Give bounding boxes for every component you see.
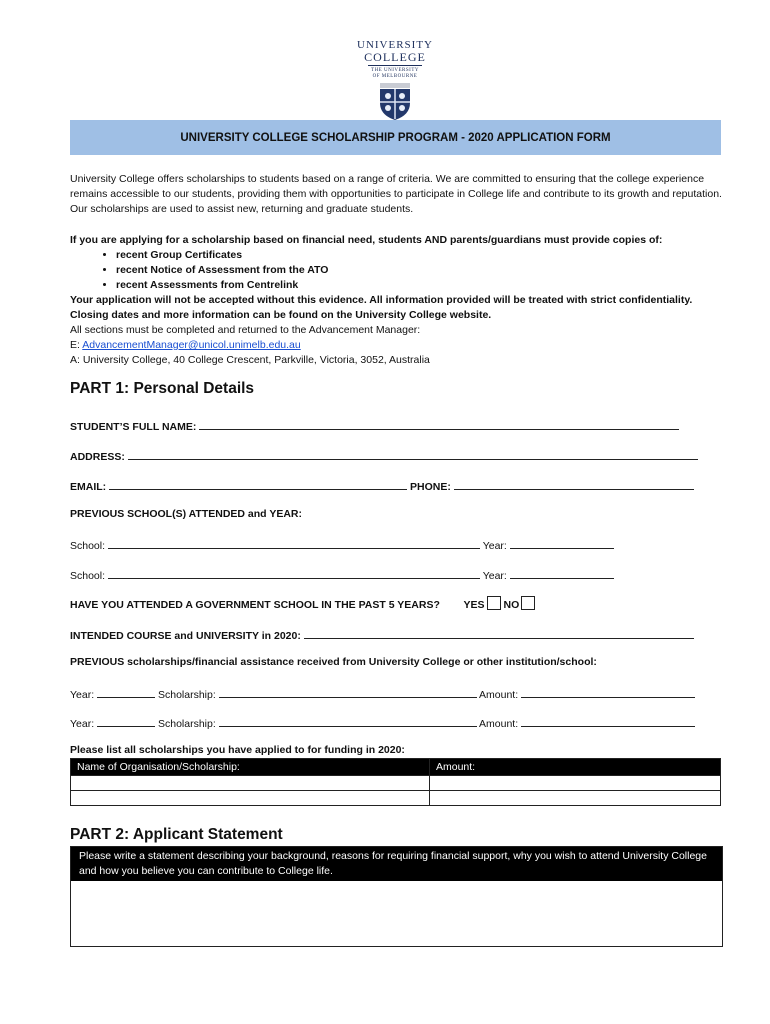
contact-email-row — [70, 338, 730, 353]
amount-header: Amount: — [430, 759, 721, 776]
school-label: School: — [70, 570, 106, 582]
year-label: Year: — [70, 718, 95, 730]
address-input[interactable] — [128, 448, 698, 460]
logo-line-the-university: THE UNIVERSITY — [371, 68, 419, 73]
prev-year-input[interactable] — [97, 715, 155, 727]
full-name-label: STUDENT’S FULL NAME: — [70, 421, 197, 433]
scholarship-label: Scholarship: — [157, 718, 216, 730]
gov-school-row — [70, 596, 538, 611]
scholarships-applied-table — [70, 758, 721, 806]
year-label: Year: — [482, 570, 507, 582]
evidence-item: • recent Notice of Assessment from the ATO — [116, 263, 730, 278]
prev-scholarship-input[interactable] — [219, 686, 477, 698]
sections-note: All sections must be completed and returned to the Advancement Manager: — [70, 324, 421, 336]
form-title: UNIVERSITY COLLEGE SCHOLARSHIP PROGRAM - 2020 APPLICATION FORM — [180, 131, 611, 144]
yes-label: YES — [463, 599, 485, 611]
evidence-item: • recent Group Certificates — [116, 248, 730, 263]
prev-scholarships-heading: PREVIOUS scholarships/financial assistance received from University College or other institution/school: — [70, 656, 597, 668]
prev-schools-heading: PREVIOUS SCHOOL(S) ATTENDED and YEAR: — [70, 508, 302, 520]
school-input[interactable] — [108, 537, 480, 549]
yes-checkbox[interactable] — [487, 596, 501, 610]
org-name-cell[interactable] — [71, 776, 430, 791]
logo-line-university: UNIVERSITY — [357, 39, 433, 51]
part1-heading: PART 1: Personal Details — [70, 380, 255, 397]
intro-paragraph: University College offers scholarships to students based on a range of criteria. We are committed to ensuring that the college experience remains accessible to our students, providing them with opportunities to participate in College life and contribute to its growth and reputation. Our scholarships are used to assist new, returning and graduate students. — [70, 173, 722, 215]
scholarship-list-prompt: Please list all scholarships you have applied to for funding in 2020: — [70, 744, 405, 756]
evidence-warning: Your application will not be accepted without this evidence. All information provided will be treated with strict confidentiality. Closing dates and more information can be found on the University College website. — [70, 294, 693, 321]
no-checkbox[interactable] — [521, 596, 535, 610]
school-year-input[interactable] — [510, 567, 614, 579]
amount-cell[interactable] — [430, 791, 721, 806]
full-name-row — [70, 418, 679, 433]
full-name-input[interactable] — [199, 418, 679, 430]
part2-heading: PART 2: Applicant Statement — [70, 826, 283, 843]
table-header-row — [71, 759, 721, 776]
year-label: Year: — [70, 689, 95, 701]
course-row — [70, 627, 694, 642]
org-name-header: Name of Organisation/Scholarship: — [71, 759, 430, 776]
course-label: INTENDED COURSE and UNIVERSITY in 2020: — [70, 630, 301, 642]
year-label: Year: — [482, 540, 507, 552]
evidence-section — [70, 233, 730, 368]
table-row — [71, 776, 721, 791]
scholarship-label: Scholarship: — [157, 689, 216, 701]
school-label: School: — [70, 540, 106, 552]
applicant-statement-box — [70, 846, 723, 947]
address-label: ADDRESS: — [70, 451, 125, 463]
email-input[interactable] — [109, 478, 407, 490]
university-college-logo — [352, 40, 438, 126]
email-prefix: E: — [70, 339, 83, 351]
amount-label: Amount: — [479, 718, 519, 730]
evidence-lead: If you are applying for a scholarship based on financial need, students AND parents/guardians must provide copies of: — [70, 234, 663, 246]
school-year-input[interactable] — [510, 537, 614, 549]
contact-address: A: University College, 40 College Crescent, Parkville, Victoria, 3052, Australia — [70, 354, 430, 366]
email-phone-row — [70, 478, 694, 493]
table-row — [71, 791, 721, 806]
prev-scholarship-row — [70, 715, 695, 730]
phone-input[interactable] — [454, 478, 694, 490]
course-input[interactable] — [304, 627, 694, 639]
amount-cell[interactable] — [430, 776, 721, 791]
evidence-list — [70, 248, 730, 293]
evidence-item: • recent Assessments from Centrelink — [116, 278, 730, 293]
amount-label: Amount: — [479, 689, 519, 701]
phone-label: PHONE: — [410, 481, 451, 493]
statement-textarea[interactable] — [71, 881, 722, 946]
school-row — [70, 537, 614, 552]
address-row — [70, 448, 698, 463]
school-row — [70, 567, 614, 582]
form-title-banner — [70, 120, 721, 155]
prev-amount-input[interactable] — [521, 686, 695, 698]
advancement-email-link[interactable]: AdvancementManager@unicol.unimelb.edu.au — [82, 339, 301, 351]
statement-instruction: Please write a statement describing your background, reasons for requiring financial support, why you wish to attend University College and how you believe you can contribute to College life. — [71, 847, 722, 881]
email-label: EMAIL: — [70, 481, 107, 493]
prev-amount-input[interactable] — [521, 715, 695, 727]
prev-scholarship-row — [70, 686, 695, 701]
logo-line-of-melbourne: OF MELBOURNE — [372, 74, 418, 79]
logo-line-college: COLLEGE — [364, 50, 426, 64]
school-input[interactable] — [108, 567, 480, 579]
org-name-cell[interactable] — [71, 791, 430, 806]
no-label: NO — [503, 599, 520, 611]
logo-rule — [368, 65, 422, 66]
prev-scholarship-input[interactable] — [219, 715, 477, 727]
prev-year-input[interactable] — [97, 686, 155, 698]
crest-shield-icon — [378, 83, 412, 121]
gov-school-question: HAVE YOU ATTENDED A GOVERNMENT SCHOOL IN THE PAST 5 YEARS? — [70, 599, 440, 611]
